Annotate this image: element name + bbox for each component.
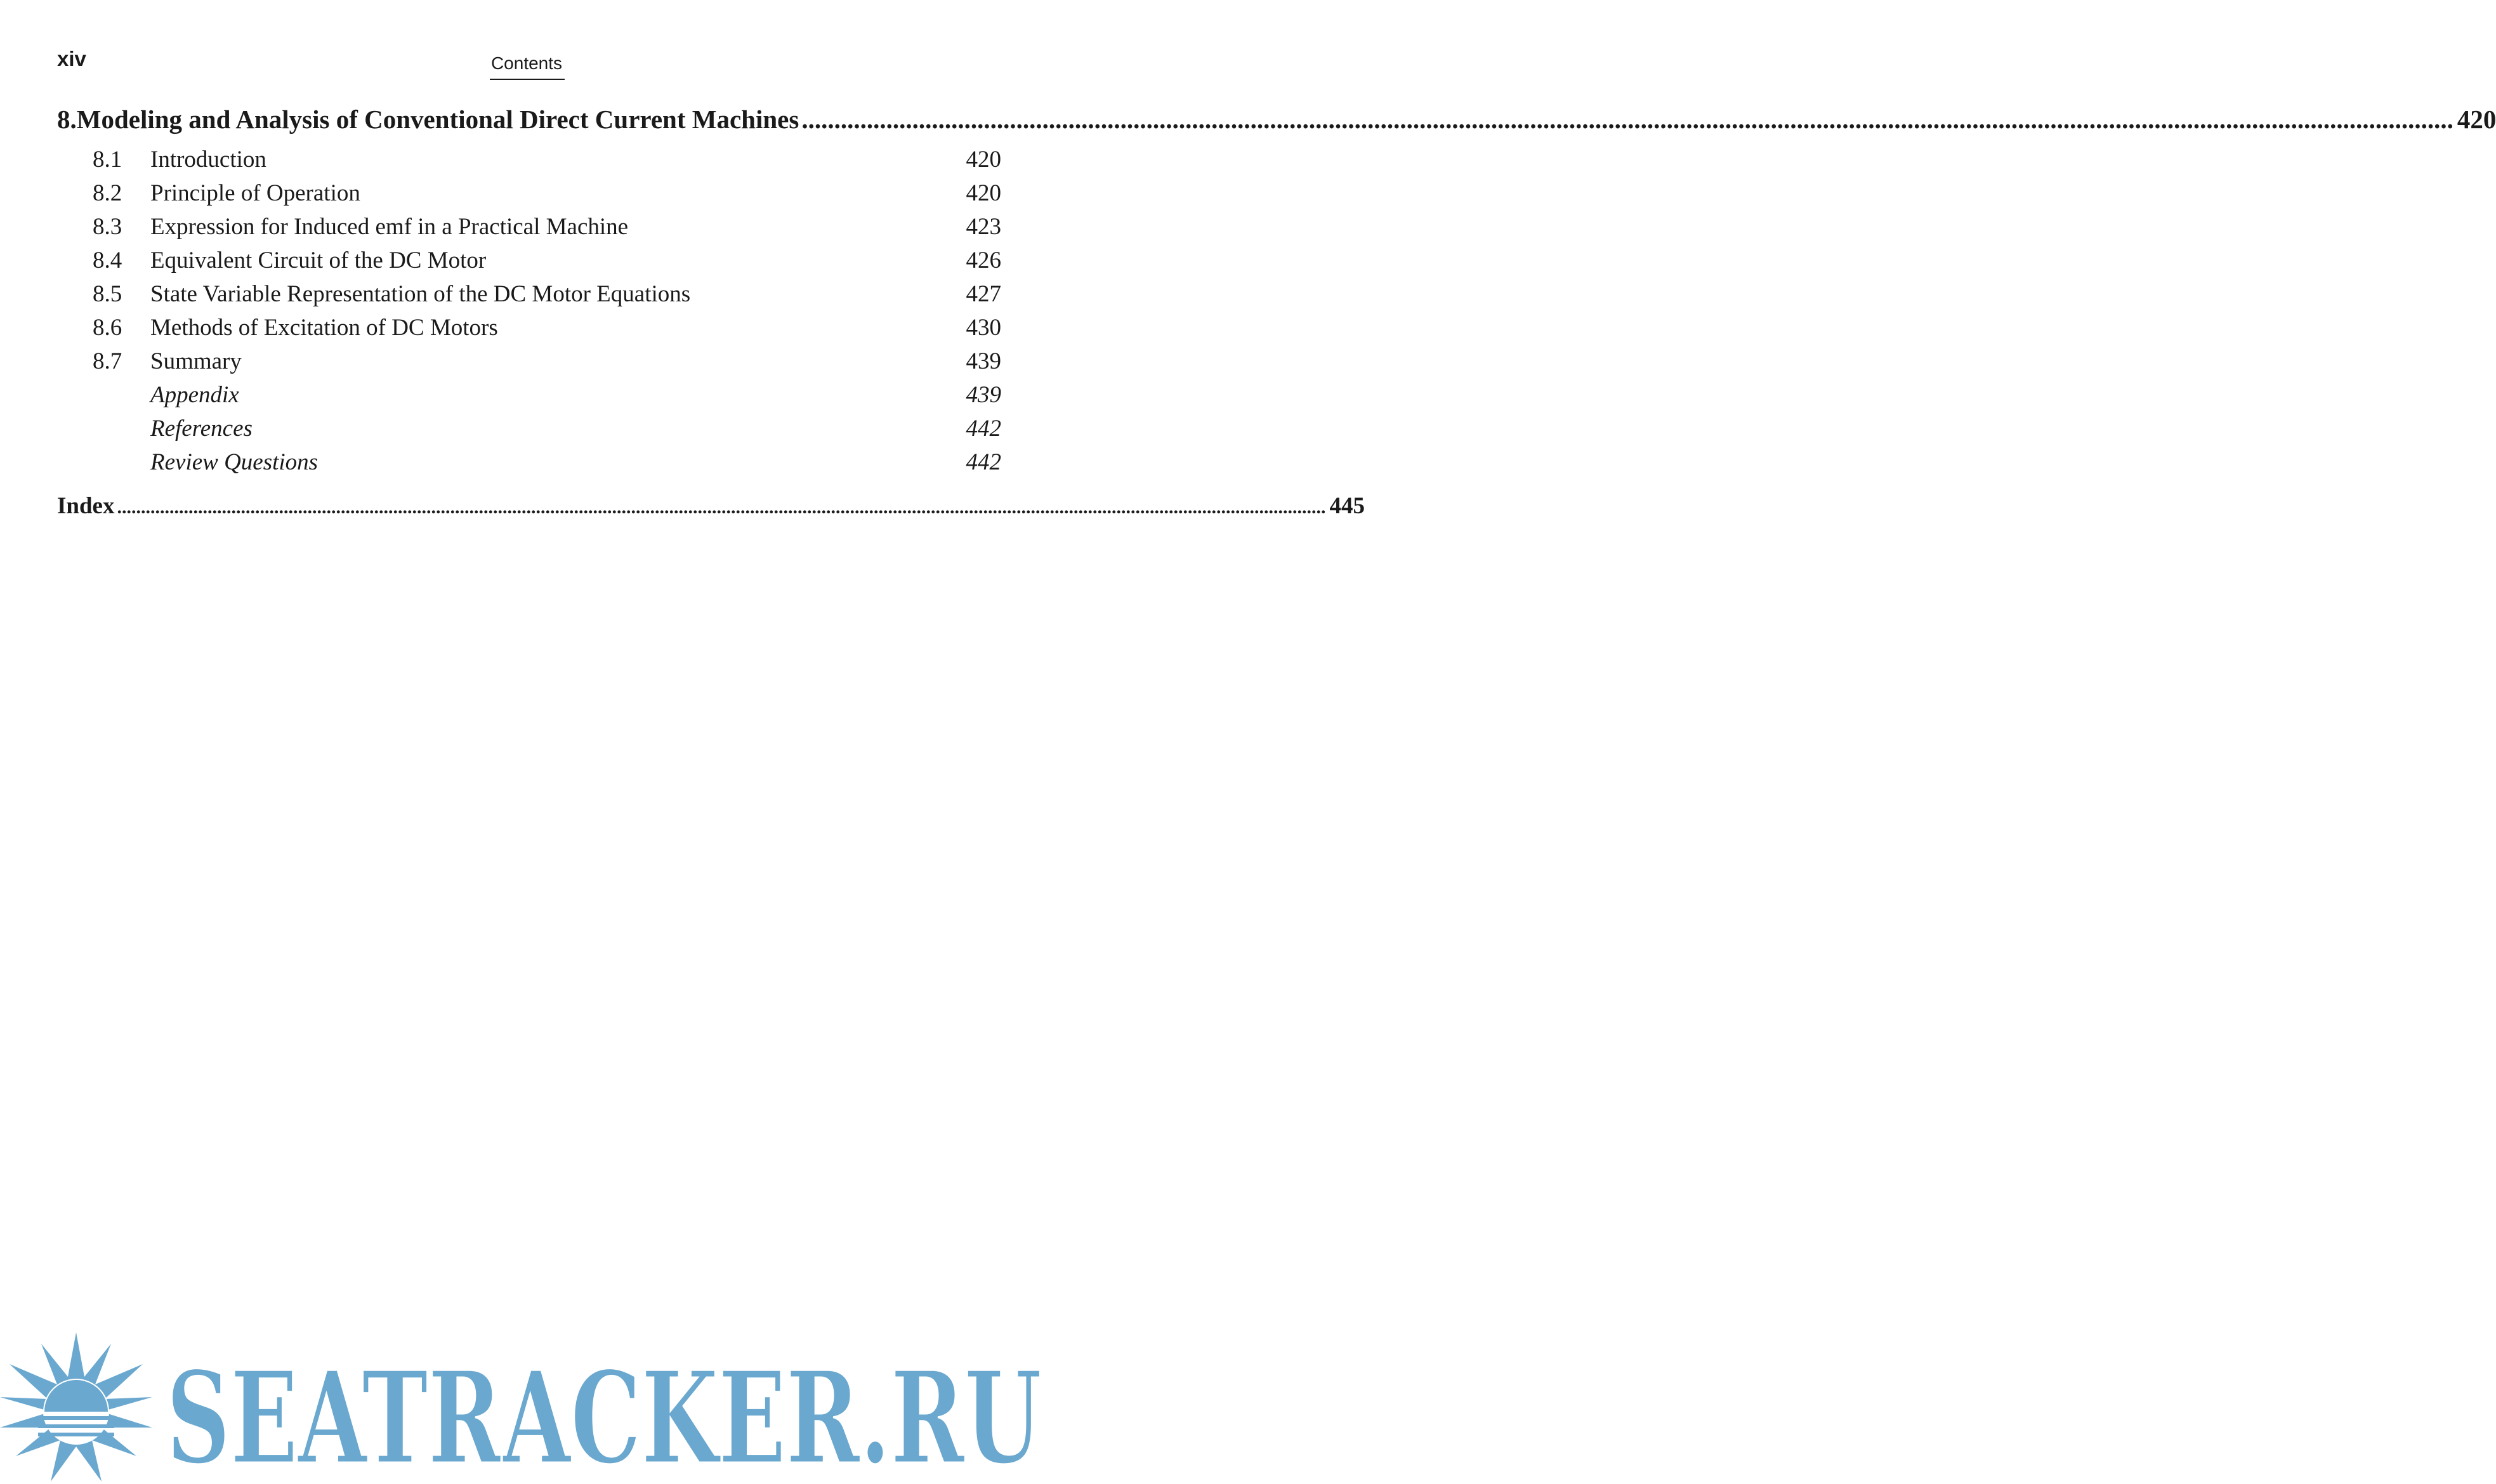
section-number: 8.7 [93, 348, 122, 374]
section-number: 8.5 [93, 281, 122, 307]
section-page: 439 [966, 382, 1001, 408]
chapter-page: 420 [2457, 105, 2496, 134]
section-title: State Variable Representation of the DC Motor Equations [150, 281, 691, 307]
section-page: 439 [966, 348, 1001, 374]
chapter-title: Modeling and Analysis of Conventional Direct Current Machines [76, 105, 799, 134]
page-number: xiv [57, 47, 86, 70]
section-title: Expression for Induced emf in a Practical Machine [150, 214, 629, 240]
section-page: 442 [966, 449, 1001, 475]
watermark-logo [0, 1332, 1049, 1484]
section-number: 8.1 [93, 147, 122, 173]
section-title: Principle of Operation [150, 180, 360, 206]
toc-section-entry[interactable] [93, 381, 1001, 415]
toc-section-entry[interactable] [93, 247, 1001, 280]
section-number: 8.3 [93, 214, 122, 240]
section-page: 430 [966, 315, 1001, 341]
section-page: 442 [966, 416, 1001, 442]
section-title: Equivalent Circuit of the DC Motor [150, 247, 487, 273]
toc-section-entry[interactable] [93, 180, 1001, 213]
section-page: 423 [966, 214, 1001, 240]
section-title: Appendix [150, 382, 239, 408]
section-page: 427 [966, 281, 1001, 307]
toc-section-entry[interactable] [93, 146, 1001, 180]
section-title: Introduction [150, 147, 266, 173]
section-page: 420 [966, 180, 1001, 206]
section-page: 426 [966, 247, 1001, 273]
section-title: References [150, 416, 253, 442]
section-title: Summary [150, 348, 242, 374]
toc-section-entry[interactable] [93, 449, 1001, 482]
section-number: 8.4 [93, 247, 122, 273]
section-title: Review Questions [150, 449, 319, 475]
index-page: 445 [1329, 493, 1365, 519]
toc-section-entry[interactable] [93, 314, 1001, 348]
toc-index-entry[interactable] [57, 492, 1365, 524]
running-head-rule [490, 79, 565, 80]
chapter-number: 8. [57, 105, 77, 134]
toc-section-entry[interactable] [93, 280, 1001, 314]
toc-section-entry[interactable] [93, 213, 1001, 247]
section-page: 420 [966, 147, 1001, 173]
section-title: Methods of Excitation of DC Motors [150, 315, 498, 341]
dot-leader [801, 104, 2453, 135]
dot-leader [117, 492, 1325, 520]
running-head: Contents [490, 53, 563, 73]
toc-section-entry[interactable] [93, 348, 1001, 381]
sun-icon [0, 1332, 152, 1481]
section-number: 8.2 [93, 180, 122, 206]
section-number: 8.6 [93, 315, 122, 341]
watermark-text: SEATRACKER.RU [166, 1344, 1042, 1484]
toc-section-entry[interactable] [93, 415, 1001, 449]
index-title: Index [57, 493, 115, 519]
toc-section-list [93, 146, 1001, 482]
toc-chapter-entry[interactable] [57, 104, 2496, 140]
